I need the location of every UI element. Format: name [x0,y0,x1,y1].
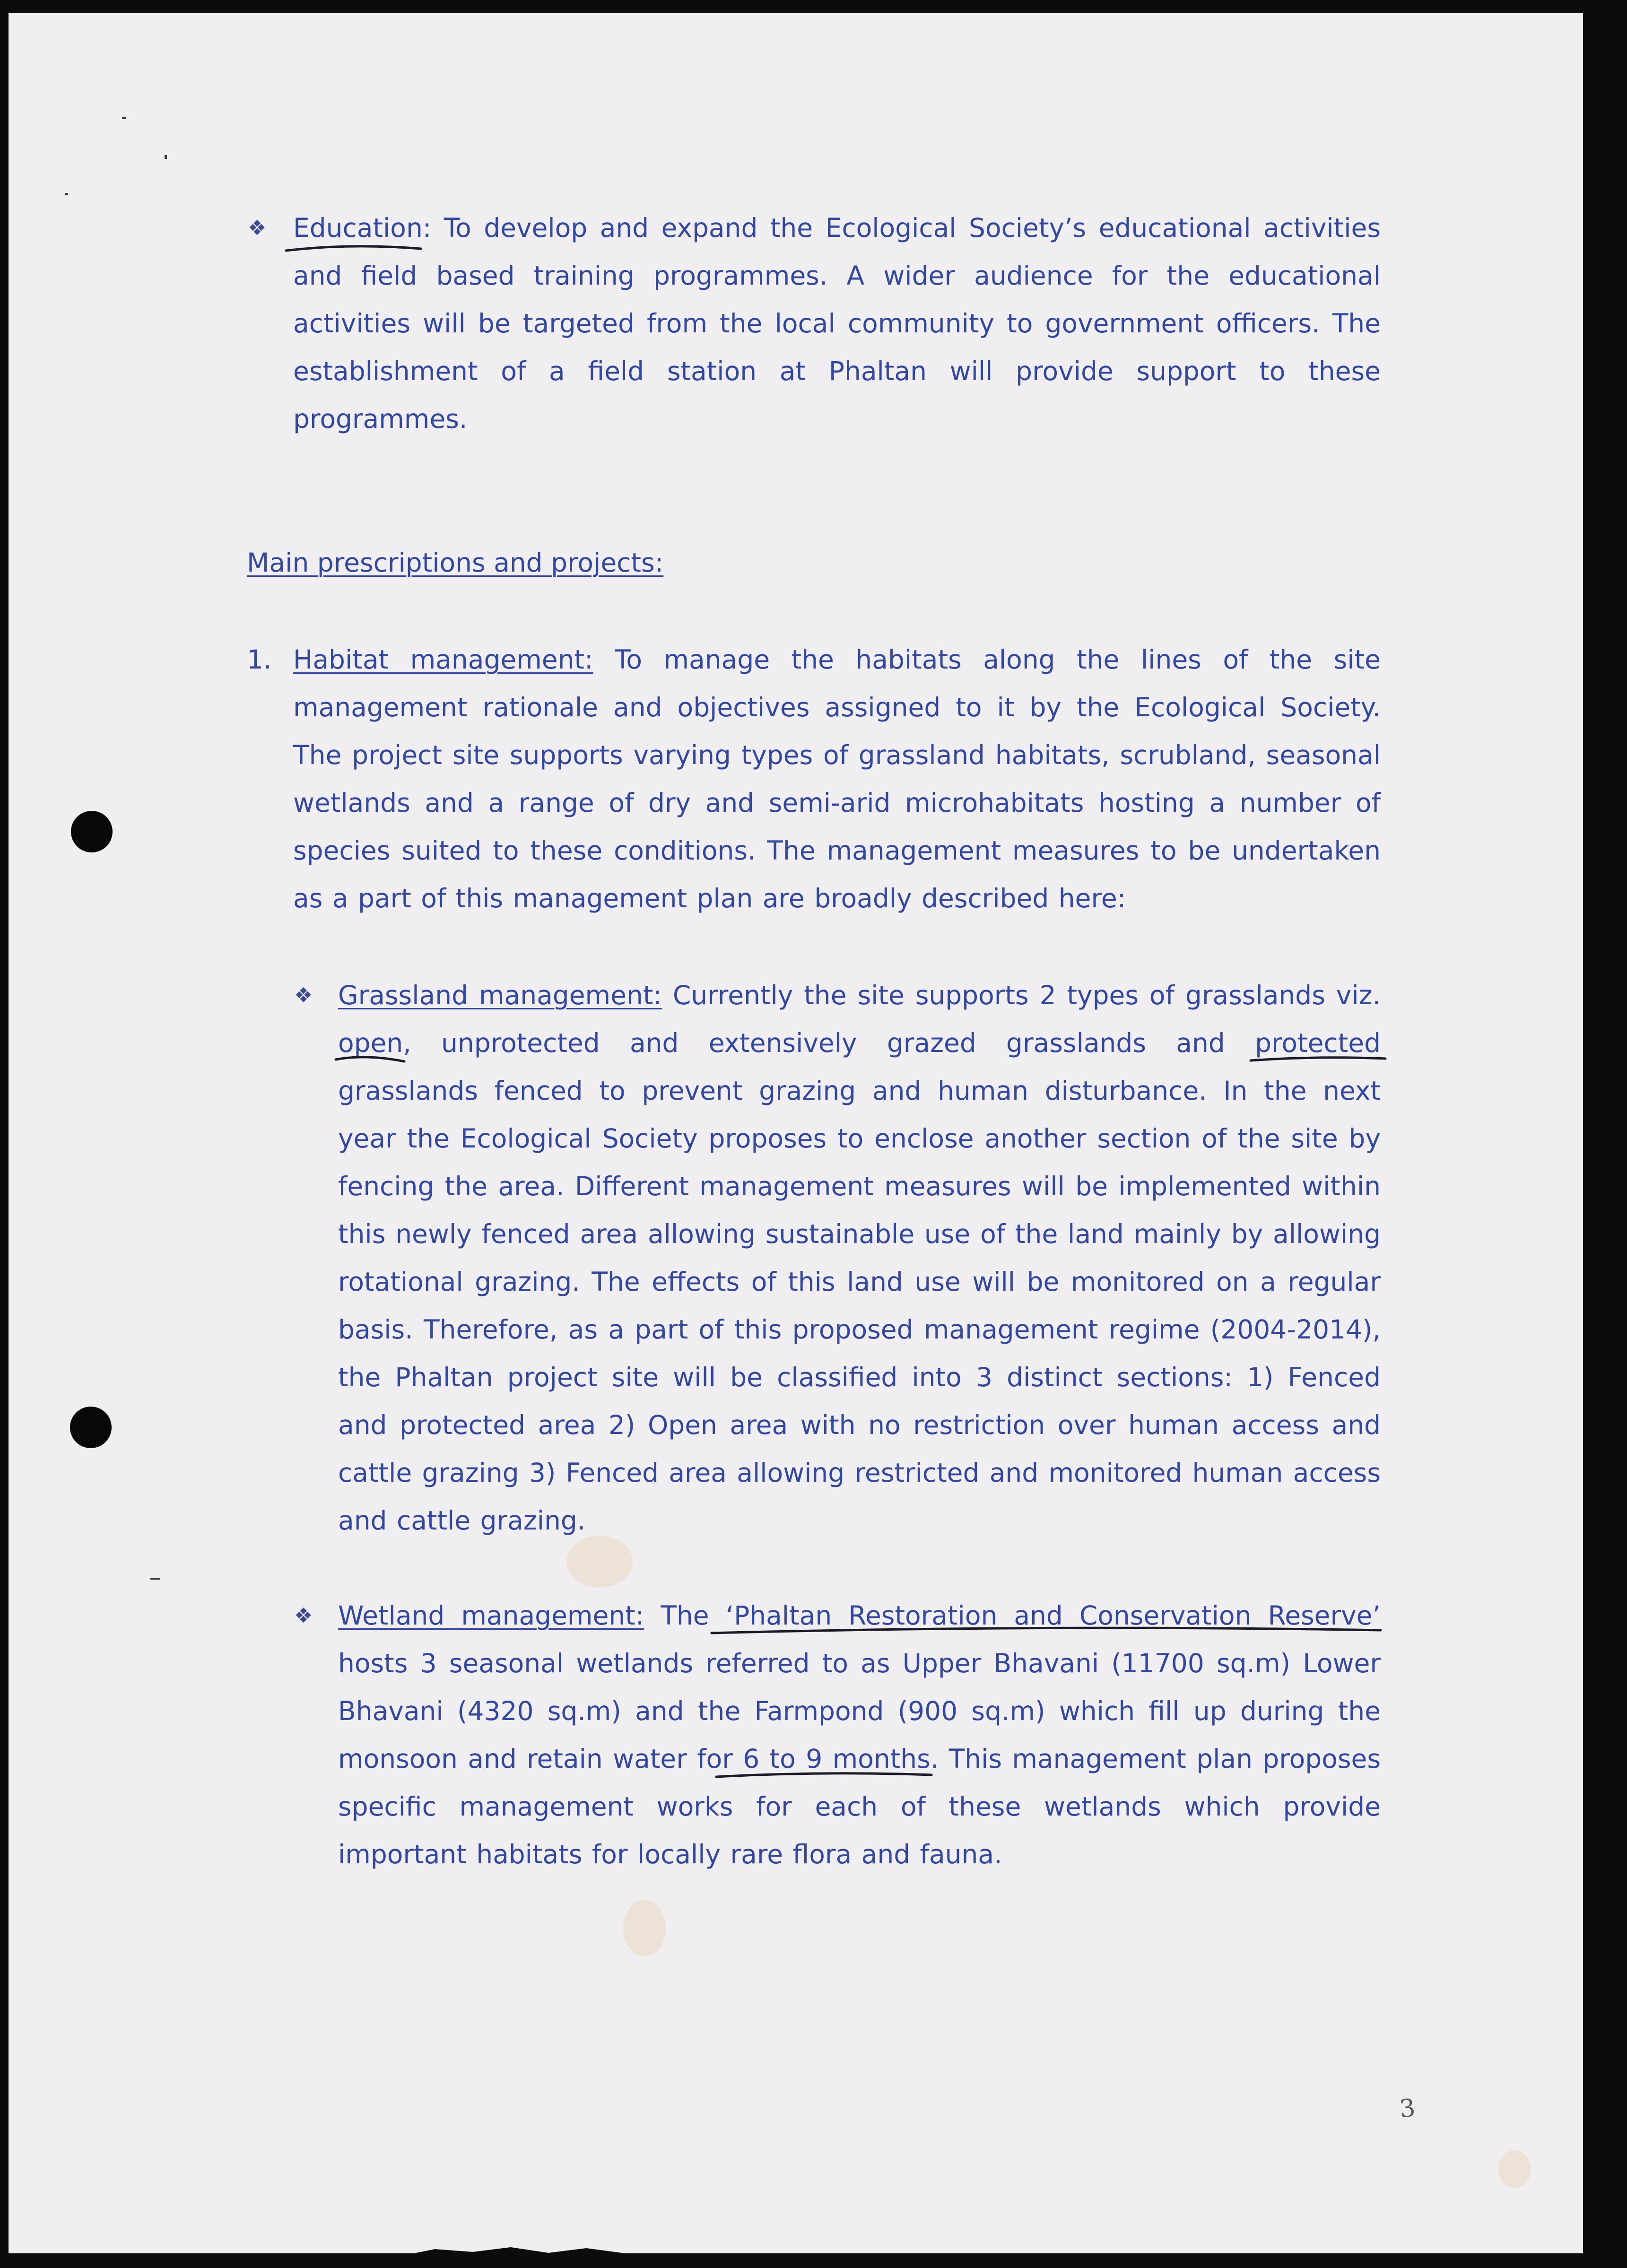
habitat-text: To manage the habitats along the lines of the site management rationale and objectives assigned to it by the Ecological Society. The project site supports varying types of grassland habitats, scrubland, seasonal wetlands and a range of dry and semi-arid microhabitats hosting a number of species suited to these conditions. The management measures to be undertaken as a part of this management plan are broadly described here: [293,644,1381,913]
paper-stain [623,1900,666,1956]
wetland-reserve-name: ‘Phaltan Restoration and Conservation Reserve’ [725,1600,1381,1631]
paper-speck [122,117,126,119]
page-number: 3 [1398,2094,1417,2124]
paper-speck [65,193,68,195]
education-text: : To develop and expand the Ecological Society’s educational activities and field based training programmes. A wider audience for the educational activities will be targeted from the local community to government officers. The establishment of a field station at Phaltan will provide support to these programmes. [293,213,1381,434]
habitat-label: Habitat management: [293,644,593,675]
wetland-text-2: hosts 3 seasonal wetlands referred to as Upper Bhavani (11700 sq.m) Lower Bhavani (4320 sq.m) and the Farmpond (900 sq.m) which fill up during the monsoon and retain water for [338,1648,1381,1774]
education-label: Education [293,213,423,243]
grassland-text-3: grasslands fenced to prevent grazing and human disturbance. In the next year the Ecological Society proposes to enclose another section of the site by fencing the area. Different management measures will be implemented within this newly fenced area allowing sustainable use of the land mainly by allowing rotational grazing. The effects of this land use will be monitored on a regular basis. Therefore, as a part of this proposed management regime (2004-2014), the Phaltan project site will be classified into 3 distinct sections: 1) Fenced and protected area 2) Open area with no restriction over human access and cattle grazing 3) Fenced area allowing restricted and monitored human access and cattle grazing. [338,1076,1381,1536]
wetland-text-1: The [644,1600,726,1631]
wetland-paragraph [338,1592,1381,1878]
grassland-open: open [338,1028,403,1058]
paper-stain [1498,2150,1531,2188]
grassland-paragraph [338,972,1381,1545]
education-paragraph [293,204,1381,443]
habitat-paragraph [293,636,1381,922]
grassland-label: Grassland management: [338,980,662,1010]
wetland-text-3: . This management plan proposes specific management works for each of these wetlands which provide important habitats for locally rare flora and fauna. [338,1744,1381,1869]
punch-hole-top [71,811,113,852]
grassland-bullet-icon: ❖ [294,983,313,1008]
paper-speck [150,1578,160,1580]
torn-edge [416,2243,629,2262]
wetland-months: 6 to 9 months [743,1744,931,1774]
punch-hole-bottom [70,1407,112,1448]
paper-speck [165,155,167,159]
grassland-text-2: , unprotected and extensively grazed grasslands and [403,1028,1255,1058]
habitat-number: 1. [247,644,272,675]
grassland-protected: protected [1255,1028,1381,1058]
grassland-text-1: Currently the site supports 2 types of grasslands viz. [661,980,1381,1010]
education-bullet-icon: ❖ [248,216,267,240]
wetland-bullet-icon: ❖ [294,1604,313,1628]
main-prescriptions-heading: Main prescriptions and projects: [247,547,664,578]
wetland-label: Wetland management: [338,1600,644,1631]
